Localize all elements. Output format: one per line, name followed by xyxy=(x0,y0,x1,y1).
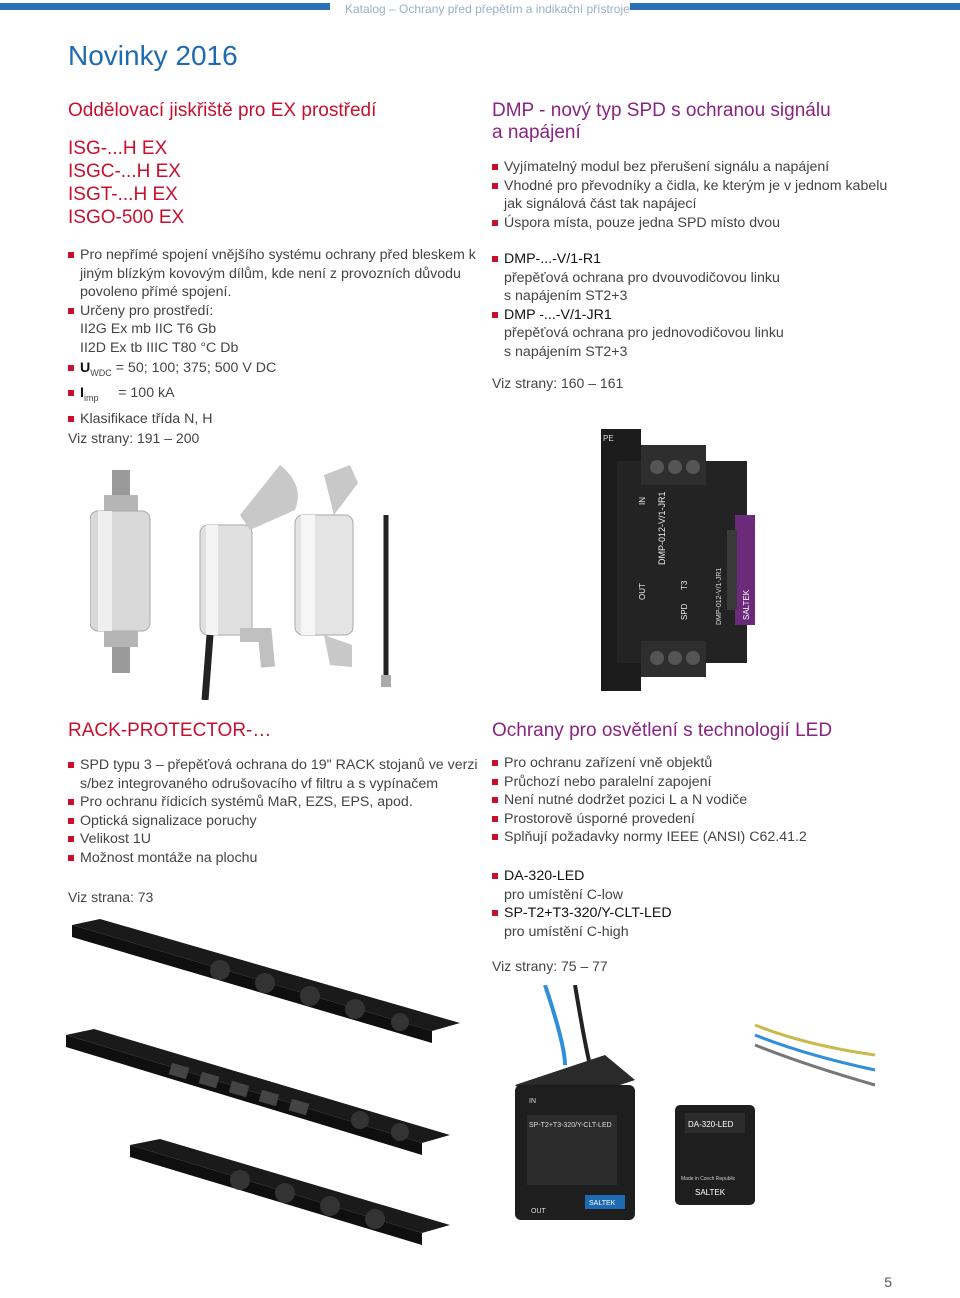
svg-text:OUT: OUT xyxy=(638,583,647,600)
rack-product-image xyxy=(60,915,460,1260)
isg-pages: Viz strany: 191 – 200 xyxy=(68,430,200,446)
isg-bullet: Určeny pro prostředí: II2G Ex mb IIC T6 Gb II2D Ex tb IIIC T80 °C Db xyxy=(68,302,480,358)
svg-text:T3: T3 xyxy=(680,580,689,590)
isg-bullet-voltage: $U_{WDC} = 50$; 100; 375; 500 V DC xyxy=(68,359,480,382)
svg-text:DMP-012-V/1-JR1: DMP-012-V/1-JR1 xyxy=(716,567,723,625)
isg-bullet: Klasifikace třída N, H xyxy=(68,410,480,429)
header-bar-right xyxy=(630,3,960,10)
rack-strip xyxy=(130,1139,450,1245)
svg-text:OUT: OUT xyxy=(531,1208,546,1215)
rack-bullet: Optická signalizace poruchy xyxy=(68,812,480,831)
led-bullet: Pro ochranu zařízení vně objektů xyxy=(492,754,892,773)
svg-text:IN: IN xyxy=(638,497,647,505)
dmp-section-title: DMP - nový typ SPD s ochranou signálu a napájení xyxy=(492,100,831,143)
svg-text:DMP-012-V/1-JR1: DMP-012-V/1-JR1 xyxy=(657,491,667,565)
isg-model-list xyxy=(68,137,184,229)
dmp-product-list xyxy=(492,250,892,361)
page-title: Novinky 2016 xyxy=(68,40,238,71)
rack-strip xyxy=(66,1029,450,1155)
led-bullet: Průchozí nebo paralelní zapojení xyxy=(492,773,892,792)
led-product: SP-T2+T3-320/Y-CLT-LED pro umístění C-high xyxy=(492,904,892,941)
catalog-title: Katalog – Ochrany před přepětím a indikační přístroje xyxy=(345,2,630,16)
rack-bullet: Pro ochranu řídicích systémů MaR, EZS, EPS, apod. xyxy=(68,793,480,812)
dmp-product: DMP -...-V/1-JR1 přepěťová ochrana pro jednovodičovou linku s napájením ST2+3 xyxy=(492,306,892,362)
rack-strip xyxy=(72,919,460,1043)
rack-bullet: Velikost 1U xyxy=(68,830,480,849)
led-device-1 xyxy=(515,1055,635,1220)
isg-model: ISGT-...H EX xyxy=(68,184,178,205)
led-bullet-list xyxy=(492,754,892,847)
led-bullet: Není nutné dodržet pozici L a N vodiče xyxy=(492,791,892,810)
dmp-product-image xyxy=(595,425,770,700)
svg-text:SALTEK: SALTEK xyxy=(695,1188,726,1197)
header-bar-left xyxy=(0,3,330,10)
led-product: DA-320-LED pro umístění C-low xyxy=(492,867,892,904)
svg-text:Made in Czech Republic: Made in Czech Republic xyxy=(681,1176,736,1182)
isg-model: ISGO-500 EX xyxy=(68,207,185,228)
dmp-product: DMP-...-V/1-R1 přepěťová ochrana pro dvouvodičovou linku s napájením ST2+3 xyxy=(492,250,892,306)
dmp-bullet: Vyjímatelný modul bez přerušení signálu a napájení xyxy=(492,158,892,177)
page-number: 5 xyxy=(884,1274,892,1290)
led-product-list xyxy=(492,867,892,941)
led-bullet: Prostorově úsporné provedení xyxy=(492,810,892,829)
rack-bullet: Možnost montáže na plochu xyxy=(68,849,480,868)
isg-section-title: Oddělovací jiskřiště pro EX prostředí xyxy=(68,100,377,121)
svg-text:SALTEK: SALTEK xyxy=(742,589,751,620)
led-section-title: Ochrany pro osvětlení s technologií LED xyxy=(492,720,833,741)
dmp-pages: Viz strany: 160 – 161 xyxy=(492,375,624,391)
led-pages: Viz strany: 75 – 77 xyxy=(492,958,608,974)
isg-model: ISGC-...H EX xyxy=(68,161,181,182)
rack-section-title: RACK-PROTECTOR-… xyxy=(68,720,272,741)
svg-text:DA-320-LED: DA-320-LED xyxy=(688,1120,734,1129)
dmp-bullet-list xyxy=(492,158,892,232)
led-bullet: Splňují požadavky normy IEEE (ANSI) C62.41.2 xyxy=(492,828,892,847)
svg-text:PE: PE xyxy=(603,434,614,443)
isg-bullet-current: $I_{imp}$ = 100 kA xyxy=(68,384,480,407)
led-product-image xyxy=(505,985,885,1250)
isg-model: ISG-...H EX xyxy=(68,138,168,159)
svg-text:IN: IN xyxy=(529,1098,536,1105)
rack-bullet-list xyxy=(68,756,480,867)
isg-bullet-list xyxy=(68,246,480,428)
isg-product-image xyxy=(90,455,480,700)
dmp-bullet: Úspora místa, pouze jedna SPD místo dvou xyxy=(492,214,892,233)
rack-pages: Viz strana: 73 xyxy=(68,889,154,905)
rack-bullet: SPD typu 3 – přepěťová ochrana do 19" RACK stojanů ve verzi s/bez integrovaného odrušovacího vf filtru a s vypínačem xyxy=(68,756,480,793)
dmp-bullet: Vhodné pro převodníky a čidla, ke kterým je v jednom kabelu jak signálová část tak napájecí xyxy=(492,177,892,214)
svg-text:SP-T2+T3-320/Y-CLT-LED: SP-T2+T3-320/Y-CLT-LED xyxy=(529,1122,612,1129)
svg-text:SPD: SPD xyxy=(680,603,689,620)
led-device-2 xyxy=(675,1105,755,1205)
isg-bullet: Pro nepřímé spojení vnějšího systému ochrany před bleskem k jiným blízkým kovovým dílům, kde není z provozních důvodu povoleno přímé spojení. xyxy=(68,246,480,302)
svg-text:SALTEK: SALTEK xyxy=(589,1200,616,1207)
